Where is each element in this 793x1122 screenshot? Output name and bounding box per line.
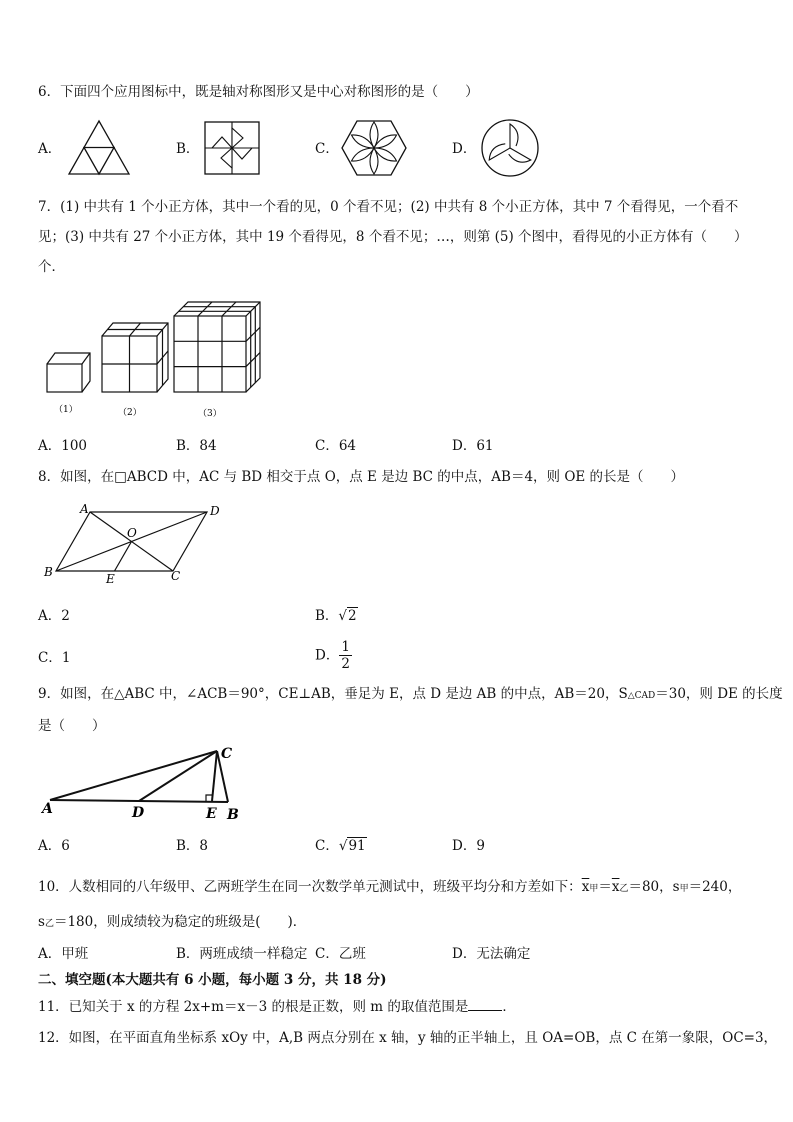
q9-stem-part2: ＝30，则 DE 的长度 [655, 686, 783, 702]
q9-option-c-radicand: 91 [348, 838, 366, 854]
q7-line-3: 个． [38, 259, 65, 275]
q10-sub-jia2: 甲 [679, 884, 689, 894]
q10-xbar-jia: $\overline{x}$ [581, 879, 590, 895]
q10-eq80: ＝80，s [628, 879, 680, 895]
q9-stem [38, 684, 783, 706]
q8-option-d [315, 639, 352, 672]
q10-option-a: A．甲班 [38, 946, 89, 962]
q8-label-o: O [127, 526, 137, 540]
q6-option-d-label: D． [452, 141, 477, 157]
q6-stem: 6．下面四个应用图标中，既是轴对称图形又是中心对称图形的是（ ） [38, 84, 479, 100]
q7-fig-label-3: （3） [198, 409, 222, 419]
q10-line-1-text: 10．人数相同的八年级甲、乙两班学生在同一次数学单元测试中，班级平均分和方差如下： [38, 879, 582, 895]
q10-xbar-yi: $\overline{x}$ [611, 879, 620, 895]
q9-stem-part1: 9．如图，在△ABC 中，∠ACB＝90°，CE⊥AB，垂足为 E，点 D 是边 AB 的中点，AB＝20，S [38, 686, 628, 702]
q9-line-2: 是（ ） [38, 718, 106, 734]
q8-label-c: C [171, 569, 181, 583]
q8-label-b: B [44, 565, 53, 579]
q10-option-c: C．乙班 [315, 946, 366, 962]
q8-option-b-label: B． [315, 608, 339, 624]
q8-label-a: A [80, 502, 89, 516]
q10-option-b: B．两班成绩一样稳定 [176, 946, 308, 962]
q7-line-2: 见；(3) 中共有 27 个小正方体，其中 19 个看得见，8 个看不见；…，则第 (5) 个图中，看得见的小正方体有（ ） [38, 229, 748, 245]
q10-line-2-s: s [38, 914, 45, 930]
q10-sub-jia: 甲 [589, 884, 599, 894]
q9-stem-subscript: △CAD [627, 691, 656, 701]
q10-line-2 [38, 912, 306, 934]
q9-label-a: A [42, 801, 53, 817]
q8-option-d-numerator: 1 [341, 639, 350, 655]
q6-option-b-label: B． [176, 141, 200, 157]
q9-triangle-figure [40, 745, 260, 825]
q8-option-b-radicand: 2 [348, 608, 357, 624]
q9-option-c [315, 836, 367, 856]
q8-parallelogram-figure [40, 500, 240, 588]
q9-option-d: D．9 [452, 838, 485, 854]
q8-option-b [315, 606, 358, 626]
q9-label-c: C [221, 746, 233, 762]
q7-fig-label-2: （2） [118, 408, 142, 418]
sqrt-symbol: √91 [338, 838, 366, 854]
q9-label-e: E [206, 806, 217, 822]
section-2-title: 二、填空题(本大题共有 6 小题，每小题 3 分，共 18 分) [38, 972, 387, 988]
q10-option-d: D．无法确定 [452, 946, 531, 962]
q9-label-b: B [227, 807, 239, 823]
q10-sub-yi: 乙 [619, 884, 629, 894]
q7-fig-label-1: （1） [54, 405, 78, 415]
q7-option-d: D．61 [452, 438, 494, 454]
q7-option-b: B．84 [176, 438, 217, 454]
q8-option-a: A．2 [38, 608, 70, 624]
q11-text: 11．已知关于 x 的方程 2x+m＝x－3 的根是正数，则 m 的取值范围是 [38, 999, 469, 1015]
fraction [339, 639, 352, 672]
q7-option-c: C．64 [315, 438, 357, 454]
q8-option-d-label: D． [315, 647, 340, 664]
q8-option-c: C．1 [38, 650, 71, 666]
circle-blades-icon [478, 118, 542, 178]
q7-line-1: 7．(1) 中共有 1 个小正方体，其中一个看的见，0 个看不见；(2) 中共有 8 个小正方体，其中 7 个看得见，一个看不 [38, 199, 739, 215]
q9-label-d: D [132, 805, 145, 821]
q9-option-a: A．6 [38, 838, 70, 854]
q11-stem [38, 997, 516, 1017]
sqrt-symbol: √2 [338, 608, 357, 624]
q12-stem: 12．如图，在平面直角坐标系 xOy 中，A,B 两点分别在 x 轴，y 轴的正半轴上，且 OA=OB，点 C 在第一象限，OC=3， [38, 1030, 778, 1046]
q8-label-e: E [106, 572, 115, 586]
q7-cube-figures [40, 298, 280, 423]
q10-line-2-text: ＝180，则成绩较为稳定的班级是( )． [53, 914, 307, 930]
hexagon-flower-icon [340, 118, 408, 178]
q9-option-c-label: C． [315, 838, 339, 854]
q11-period: ． [502, 999, 516, 1015]
q10-sub-yi2: 乙 [44, 919, 54, 929]
q8-option-d-denominator: 2 [341, 656, 350, 672]
q6-option-c-label: C． [315, 141, 339, 157]
q10-line-1: 10．人数相同的八年级甲、乙两班学生在同一次数学单元测试中，班级平均分和方差如下：$\overline{x}$甲$=\overline{x}$乙＝80，s甲＝240， [38, 879, 742, 895]
q9-option-b: B．8 [176, 838, 209, 854]
q10-eq240: ＝240， [688, 879, 742, 895]
pinwheel-square-icon [203, 120, 261, 176]
q8-label-d: D [210, 504, 220, 518]
answer-blank[interactable] [468, 998, 502, 1011]
q8-stem: 8．如图，在□ABCD 中，AC 与 BD 相交于点 O，点 E 是边 BC 的中点，AB＝4，则 OE 的长是（ ） [38, 469, 685, 485]
triangle-icon [66, 118, 132, 178]
q6-option-a-label: A． [38, 141, 62, 157]
q7-option-a: A．100 [38, 438, 88, 454]
